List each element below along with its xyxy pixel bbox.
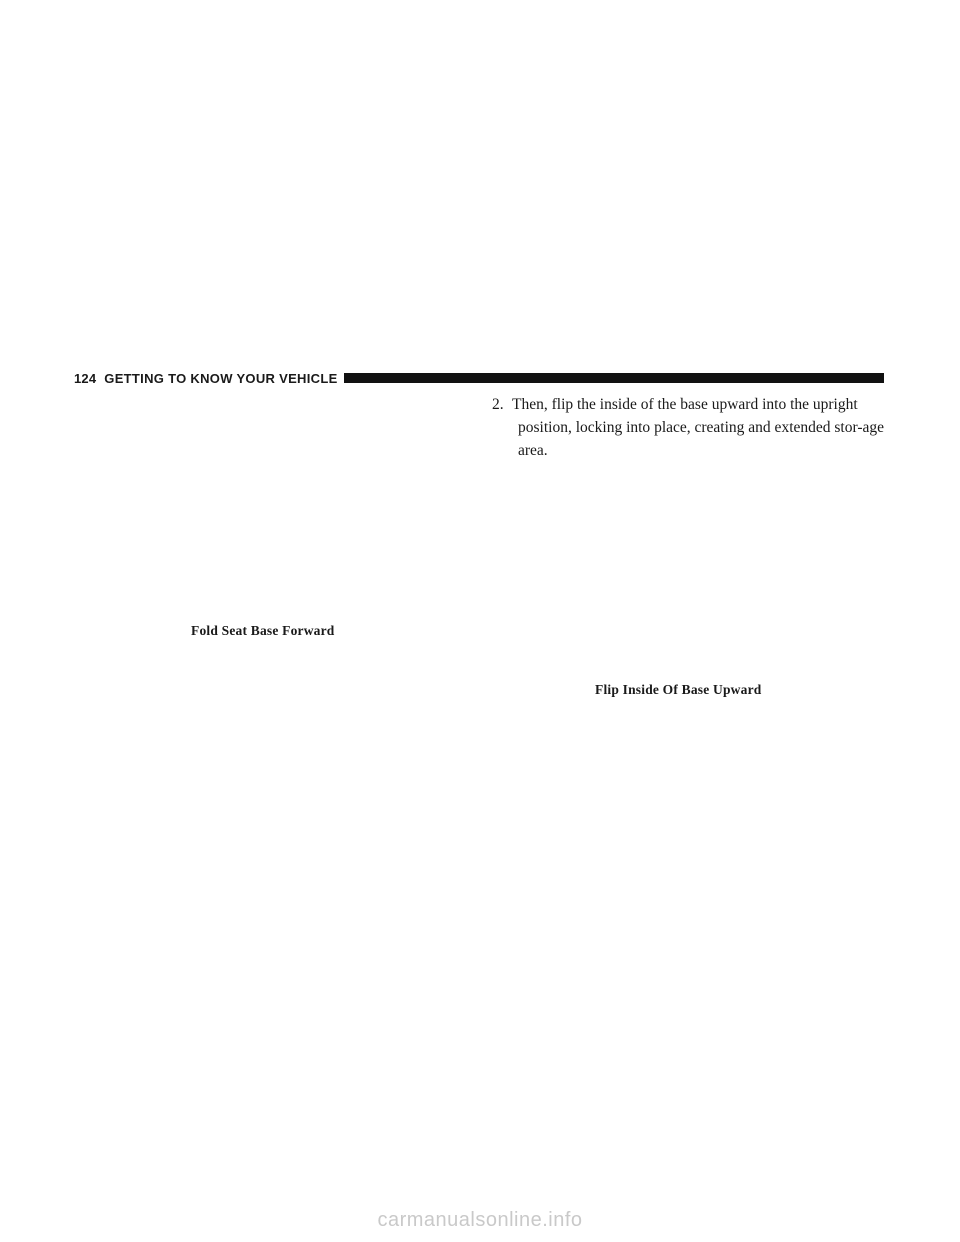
step-text (492, 393, 884, 462)
page-number: 124 (74, 370, 97, 386)
step-text-line-1: Then, flip the inside of the base upward into the upright (512, 396, 858, 413)
figure-caption-flip-base-upward: Flip Inside Of Base Upward (595, 682, 762, 697)
step-text-continuation: position, locking into place, creating and extended stor-age area. (518, 419, 884, 459)
header-rule (344, 373, 884, 383)
watermark: carmanualsonline.info (377, 1209, 583, 1231)
section-title: GETTING TO KNOW YOUR VEHICLE (104, 370, 338, 386)
page-header (74, 370, 884, 386)
step-2 (492, 393, 884, 462)
figure-caption-fold-seat-base: Fold Seat Base Forward (191, 623, 335, 638)
step-number: 2. (492, 396, 504, 413)
